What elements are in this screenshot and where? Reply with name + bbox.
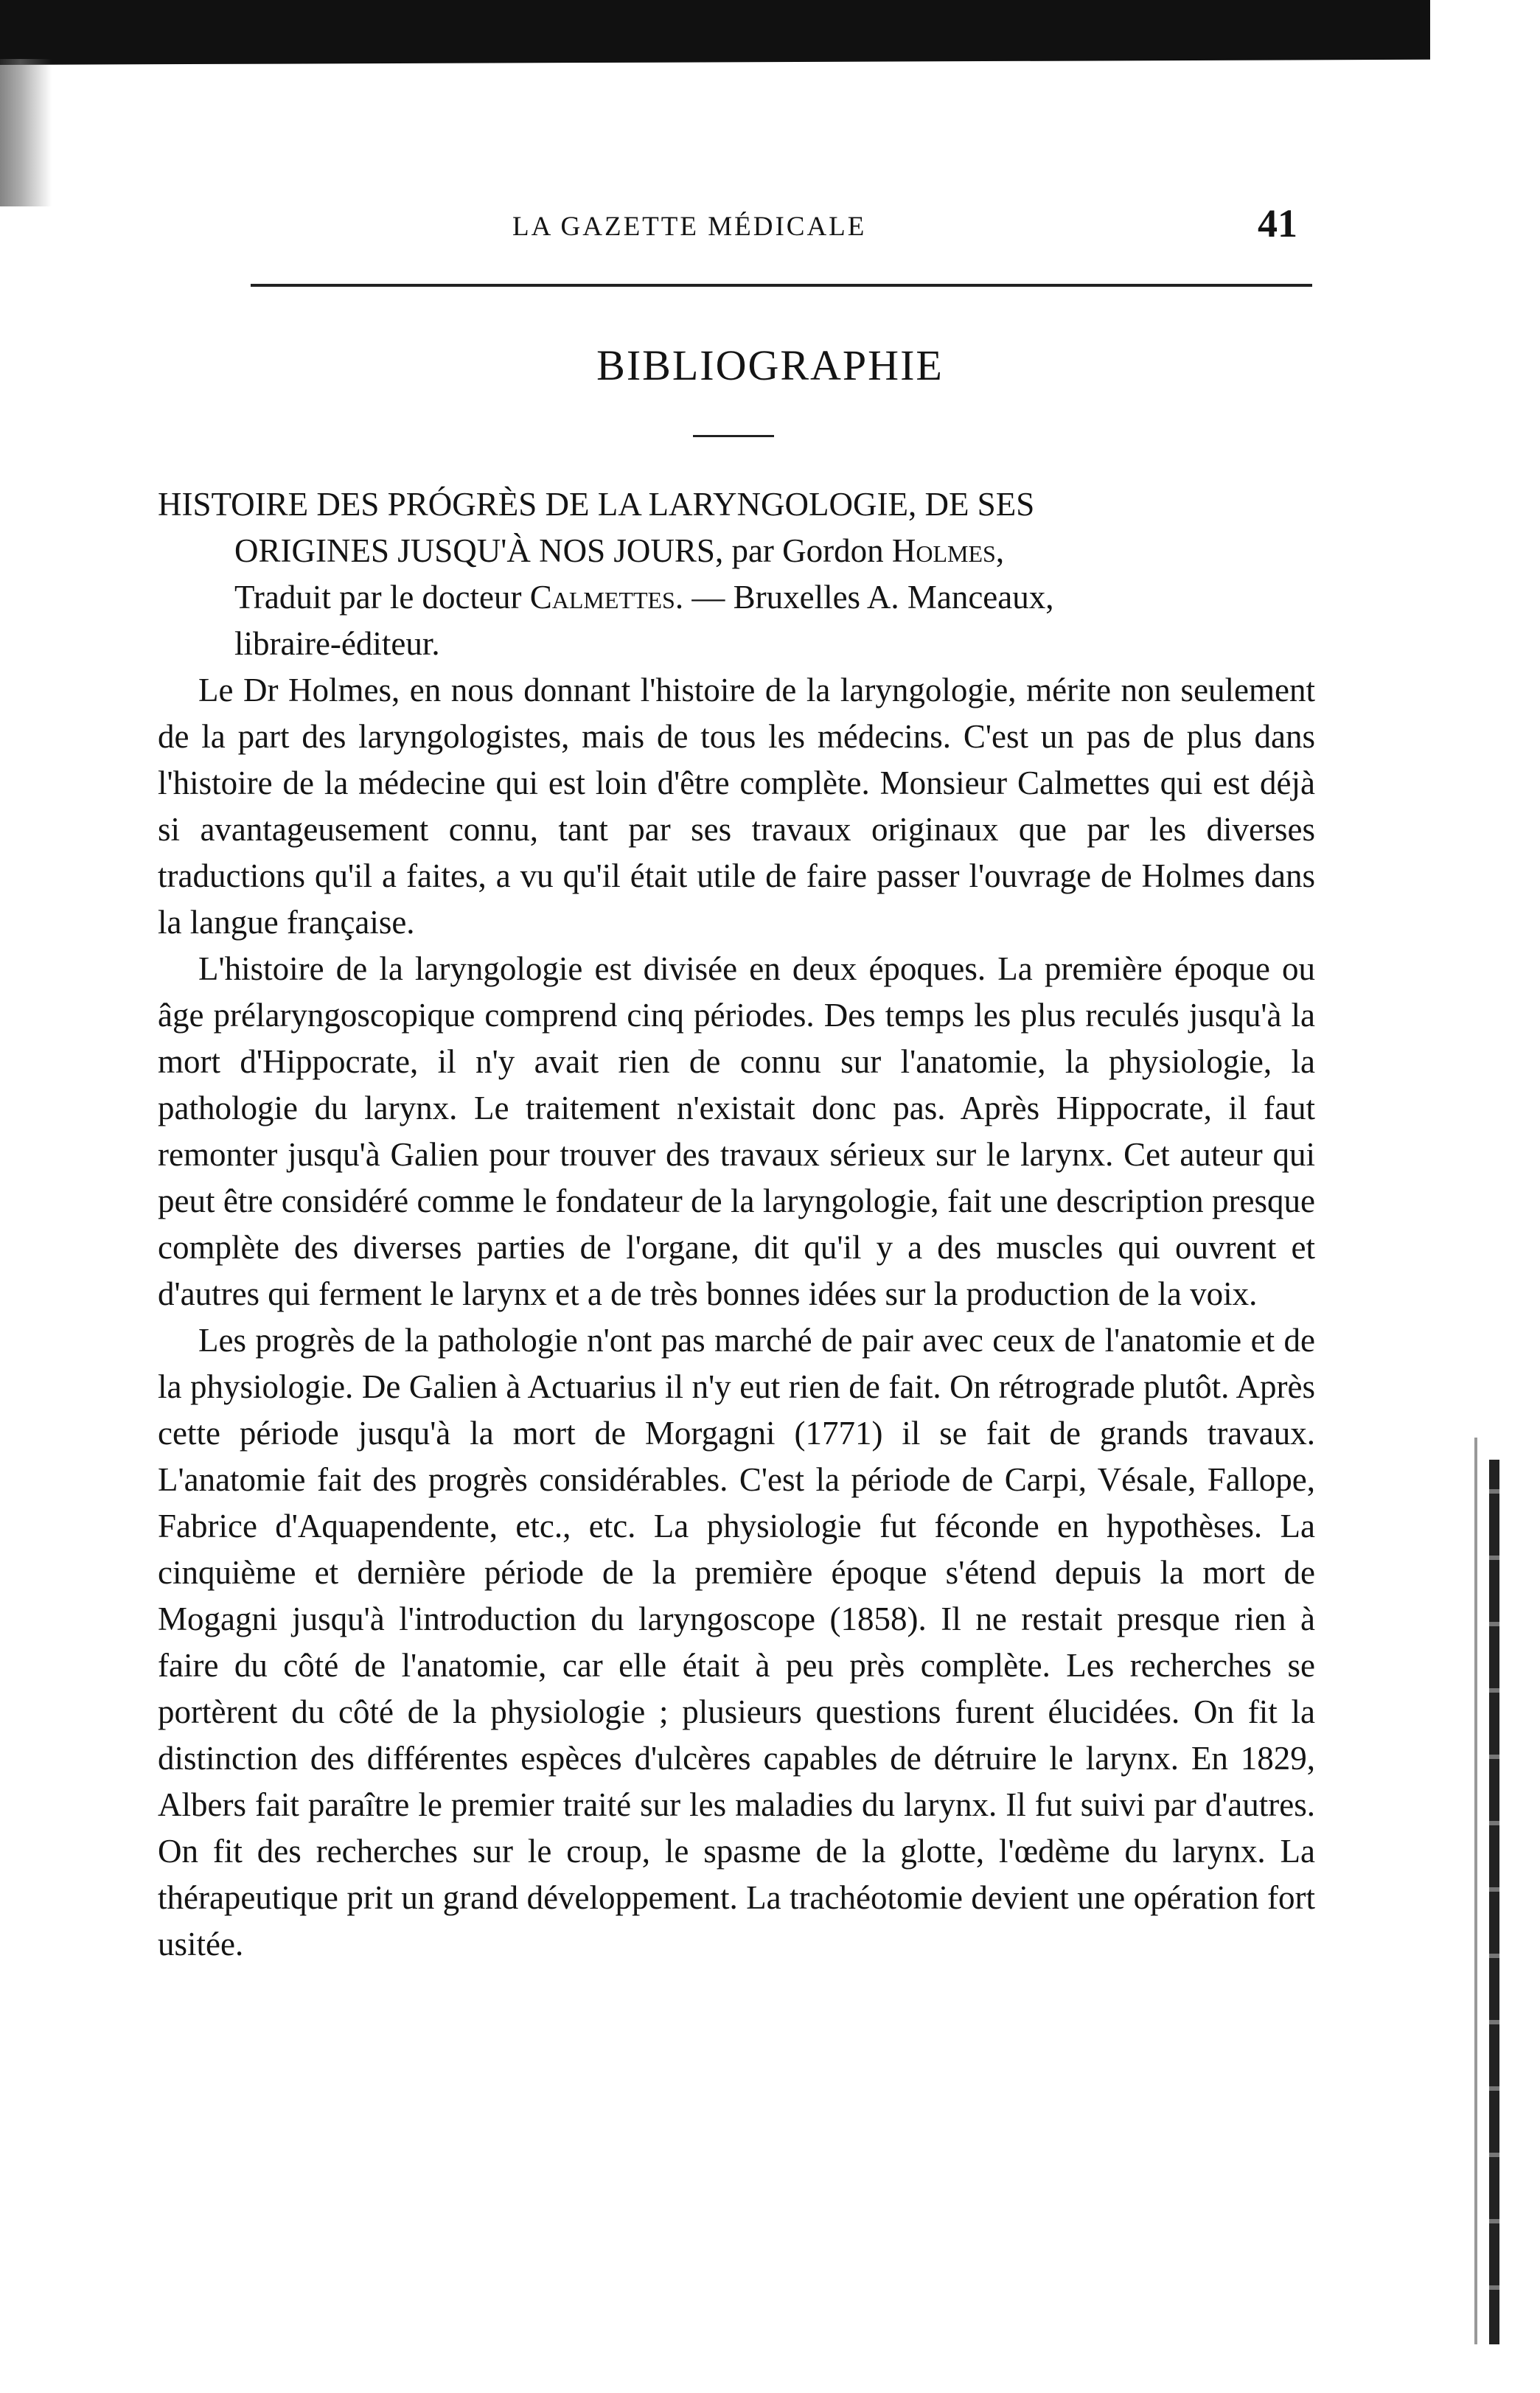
author-name: Holmes bbox=[891, 532, 996, 569]
scan-border-top bbox=[0, 0, 1430, 52]
review-body bbox=[158, 667, 1315, 1968]
scan-edge-right-line bbox=[1474, 1438, 1477, 2344]
title-rule bbox=[693, 435, 774, 437]
entry-title-cont bbox=[158, 528, 1315, 574]
running-title: LA GAZETTE MÉDICALE bbox=[512, 212, 867, 242]
entry-title-line: HISTOIRE DES PRÓGRÈS DE LA LARYNGOLOGIE, DE SES bbox=[158, 486, 1035, 523]
scan-edge-right bbox=[1489, 1460, 1499, 2344]
paragraph: Les progrès de la pathologie n'ont pas marché de pair avec ceux de l'anatomie et de la physiologie. De Galien à Actuarius il n'y eut rien de fait. On rétrograde plutôt. Après cette période jusqu'à la mort de Morgagni (1771) il se fait de grands travaux. L'anatomie fait des progrès considérables. C'est la période de Carpi, Vésale, Fallope, Fabrice d'Aquapendente, etc., etc. La physiologie fut féconde en hypothèses. La cinquième et dernière période de la première époque s'étend depuis la mort de Mogagni jusqu'à l'introduction du laryngoscope (1858). Il ne restait presque rien à faire du côté de l'anatomie, car elle était à peu près complète. Les recherches se portèrent du côté de la physiologie ; plusieurs questions furent élucidées. On fit la distinction des différentes espèces d'ulcères capables de détruire le larynx. En 1829, Albers fait paraître le premier traité sur les maladies du larynx. Il fut suivi par d'autres. On fit des recherches sur le croup, le spasme de la glotte, l'œdème du larynx. La thérapeutique prit un grand développement. La trachéotomie devient une opération fort usitée. bbox=[158, 1322, 1315, 1962]
paragraph: L'histoire de la laryngologie est divisée en deux époques. La première époque ou âge prélaryngoscopique comprend cinq périodes. Des temps les plus reculés jusqu'à la mort d'Hippocrate, il n'y avait rien de connu sur l'anatomie, la physiologie, la pathologie du larynx. Le traitement n'existait donc pas. Après Hippocrate, il faut remonter jusqu'à Galien pour trouver des travaux sérieux sur le larynx. Cet auteur qui peut être considéré comme le fondateur de la laryngologie, fait une description presque complète des diverses parties de l'organe, dit qu'il y a des muscles qui ouvrent et d'autres qui ferment le larynx et a de très bonnes idées sur la production de la voix. bbox=[158, 950, 1315, 1312]
book-entry bbox=[158, 481, 1315, 667]
entry-text: Traduit par le docteur bbox=[234, 579, 530, 616]
section-title: BIBLIOGRAPHIE bbox=[596, 341, 944, 389]
entry-text: , bbox=[995, 532, 1005, 569]
header-rule bbox=[251, 284, 1312, 287]
entry-publisher-line: libraire-éditeur. bbox=[234, 625, 440, 662]
scan-border-top-edge bbox=[0, 52, 1430, 65]
page-number: 41 bbox=[1258, 201, 1297, 245]
paragraph: Le Dr Holmes, en nous donnant l'histoire de la laryngologie, mérite non seulement de la part des laryngologistes, mais de tous les médecins. C'est un pas de plus dans l'histoire de la médecine qui est loin d'être complète. Monsieur Calmettes qui est déjà si avantageusement connu, tant par ses travaux originaux que par les diverses traductions qu'il a faites, a vu qu'il était utile de faire passer l'ouvrage de Holmes dans la langue française. bbox=[158, 672, 1315, 941]
entry-text: . — Bruxelles A. Manceaux, bbox=[675, 579, 1054, 616]
scan-smudge-left bbox=[0, 59, 52, 206]
translator-name: Calmettes bbox=[529, 579, 675, 616]
entry-text: ORIGINES JUSQU'À NOS JOURS, par Gordon bbox=[234, 532, 892, 569]
entry-translator-line bbox=[158, 574, 1315, 621]
